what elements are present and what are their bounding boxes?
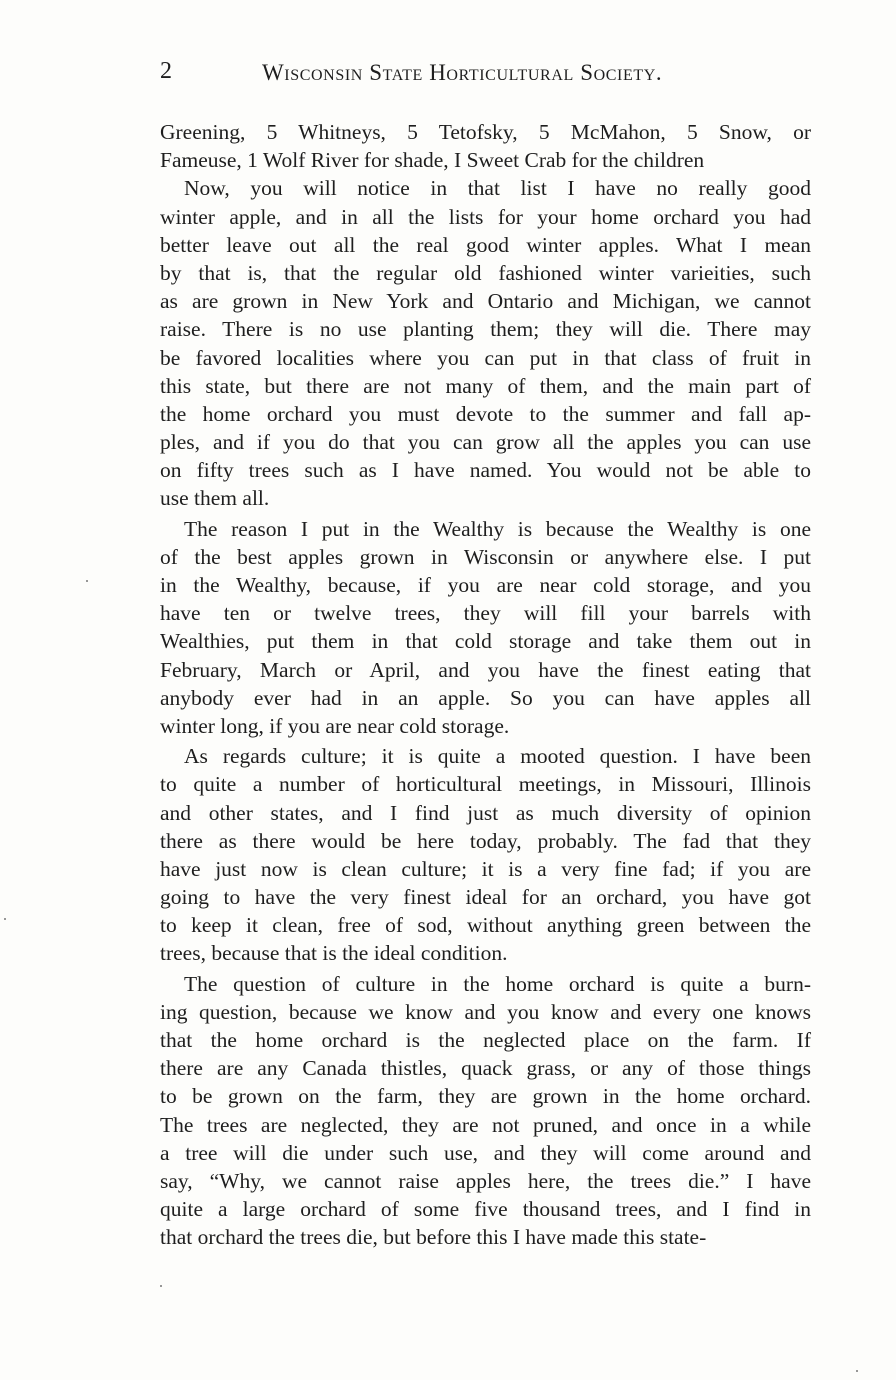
paragraph [160,118,811,174]
text-line: to quite a number of horticultural meetings, in Missouri, Illinois [160,772,811,797]
text-line: Now, you will notice in that list I have no really good [184,176,811,201]
text-line: Greening, 5 Whitneys, 5 Tetofsky, 5 McMahon, 5 Snow, or [160,120,811,144]
paragraph [160,515,811,741]
text-line: a tree will die under such use, and they will come around and [160,1140,811,1165]
paragraph [160,174,811,512]
text-line: to keep it clean, free of sod, without anything green between the [160,913,811,938]
text-line: that orchard the trees die, but before this I have made this state- [160,1225,707,1250]
text-line: winter long, if you are near cold storage. [160,713,510,738]
text-line: better leave out all the real good winter apples. What I mean [160,232,811,257]
scan-speck [856,1370,858,1372]
text-line: have ten or twelve trees, they will fill your barrels with [160,601,811,626]
text-line: that the home orchard is the neglected place on the farm. If [160,1028,811,1052]
text-line: by that is, that the regular old fashioned winter varieities, such [160,260,811,285]
text-line: Fameuse, 1 Wolf River for shade, I Sweet Crab for the children [160,148,705,173]
text-line: this state, but there are not many of them, and the main part of [160,373,811,398]
text-line: Wealthies, put them in that cold storage and take them out in [160,629,811,654]
body-text [160,118,811,1252]
text-line: ples, and if you do that you can grow all the apples you can use [160,430,811,455]
page-number: 2 [160,58,172,84]
text-line: trees, because that is the ideal condition. [160,941,508,966]
text-line: to be grown on the farm, they are grown in the home orchard. [160,1084,811,1109]
text-line: As regards culture; it is quite a mooted question. I have been [184,744,811,769]
text-line: going to have the very finest ideal for an orchard, you have got [160,885,811,910]
text-line: The trees are neglected, they are not pruned, and once in a while [160,1112,811,1137]
scan-speck [86,580,88,582]
text-line: anybody ever had in an apple. So you can have apples all [160,685,811,710]
text-line: there are any Canada thistles, quack grass, or any of those things [160,1056,811,1081]
text-line: as are grown in New York and Ontario and Michigan, we cannot [160,289,811,314]
text-line: use them all. [160,486,270,511]
page-header [160,58,810,94]
text-line: be favored localities where you can put in that class of fruit in [160,345,811,370]
text-line: say, “Why, we cannot raise apples here, the trees die.” I have [160,1168,811,1193]
text-line: the home orchard you must devote to the summer and fall ap- [160,401,811,426]
text-line: The question of culture in the home orchard is quite a burn- [184,971,811,996]
running-head: Wisconsin State Horticultural Society. [262,60,663,85]
text-line: have just now is clean culture; it is a very fine fad; if you are [160,856,811,881]
text-line: ing question, because we know and you know and every one knows [160,999,811,1024]
scan-speck [160,1285,162,1287]
text-line: in the Wealthy, because, if you are near cold storage, and you [160,573,811,597]
text-line: there as there would be here today, probably. The fad that they [160,828,811,853]
text-line: February, March or April, and you have the finest eating that [160,657,811,682]
text-line: The reason I put in the Wealthy is because the Wealthy is one [184,516,811,541]
text-line: and other states, and I find just as much diversity of opinion [160,800,811,825]
text-line: winter apple, and in all the lists for your home orchard you had [160,204,811,229]
scan-speck [4,918,6,920]
paragraph [160,742,811,968]
text-line: raise. There is no use planting them; they will die. There may [160,317,811,342]
text-line: on fifty trees such as I have named. You would not be able to [160,458,811,483]
text-line: quite a large orchard of some five thousand trees, and I find in [160,1197,811,1222]
text-line: of the best apples grown in Wisconsin or anywhere else. I put [160,544,811,569]
paragraph [160,970,811,1252]
